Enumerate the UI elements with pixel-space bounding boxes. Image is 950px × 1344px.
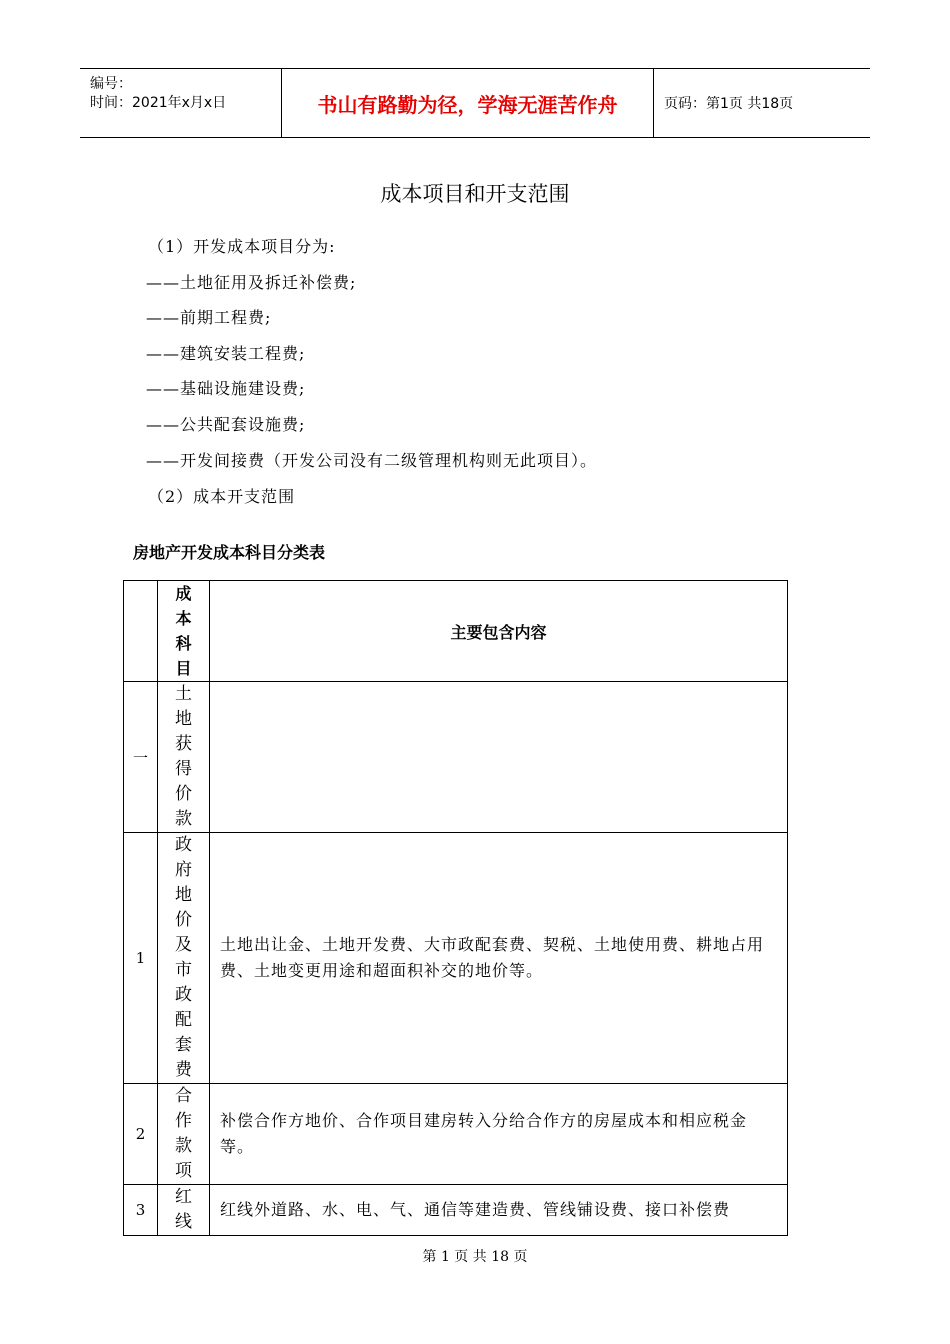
row-content (210, 682, 788, 833)
row-index: 3 (124, 1185, 158, 1236)
paragraph: ——建筑安装工程费; (146, 344, 306, 363)
header-page-info: 页码：第1页 共18页 (664, 96, 794, 112)
page-footer: 第 1 页 共 18 页 (422, 1249, 528, 1265)
row-content: 补偿合作方地价、合作项目建房转入分给合作方的房屋成本和相应税金等。 (210, 1084, 788, 1185)
paragraph: ——前期工程费; (146, 308, 272, 327)
paragraph: ——基础设施建设费; (146, 379, 306, 398)
document-title: 成本项目和开支范围 (380, 182, 570, 206)
row-index: 1 (124, 833, 158, 1084)
paragraph: ——开发间接费（开发公司没有二级管理机构则无此项目）。 (146, 451, 598, 470)
number-label: 编号： (90, 76, 132, 92)
table-title: 房地产开发成本科目分类表 (133, 543, 326, 562)
row-subject-label: 土地获得价款 (174, 684, 192, 829)
row-subject-label: 合作款项 (174, 1086, 192, 1181)
table-row (124, 1084, 788, 1185)
paragraph: ——公共配套设施费; (146, 415, 306, 434)
header-index-cell (124, 581, 158, 682)
row-subject (158, 1084, 210, 1185)
row-subject-label: 政府地价及市政配套费 (174, 835, 192, 1080)
page-header (80, 68, 870, 138)
row-subject (158, 1185, 210, 1236)
row-subject (158, 682, 210, 833)
header-content-cell: 主要包含内容 (210, 581, 788, 682)
row-content: 土地出让金、土地开发费、大市政配套费、契税、土地使用费、耕地占用费、土地变更用途和超面积补交的地价等。 (210, 833, 788, 1084)
cost-subject-table (123, 580, 788, 1236)
table-row (124, 682, 788, 833)
paragraph: ——土地征用及拆迁补偿费; (146, 273, 357, 292)
header-motto: 书山有路勤为径，学海无涯苦作舟 (282, 69, 654, 137)
header-subject-label: 成本科目 (175, 584, 192, 678)
table-header-row (124, 581, 788, 682)
header-subject-cell (158, 581, 210, 682)
row-index: 2 (124, 1084, 158, 1185)
paragraph: （2）成本开支范围 (148, 487, 296, 506)
time-label: 时间：2021年x月x日 (90, 95, 227, 111)
row-index: 一 (124, 682, 158, 833)
row-subject-label: 红线 (174, 1187, 192, 1232)
header-meta (80, 69, 282, 137)
paragraph: （1）开发成本项目分为: (148, 237, 336, 256)
table-row (124, 1185, 788, 1236)
row-subject (158, 833, 210, 1084)
table-row (124, 833, 788, 1084)
row-content: 红线外道路、水、电、气、通信等建造费、管线铺设费、接口补偿费 (210, 1185, 788, 1236)
